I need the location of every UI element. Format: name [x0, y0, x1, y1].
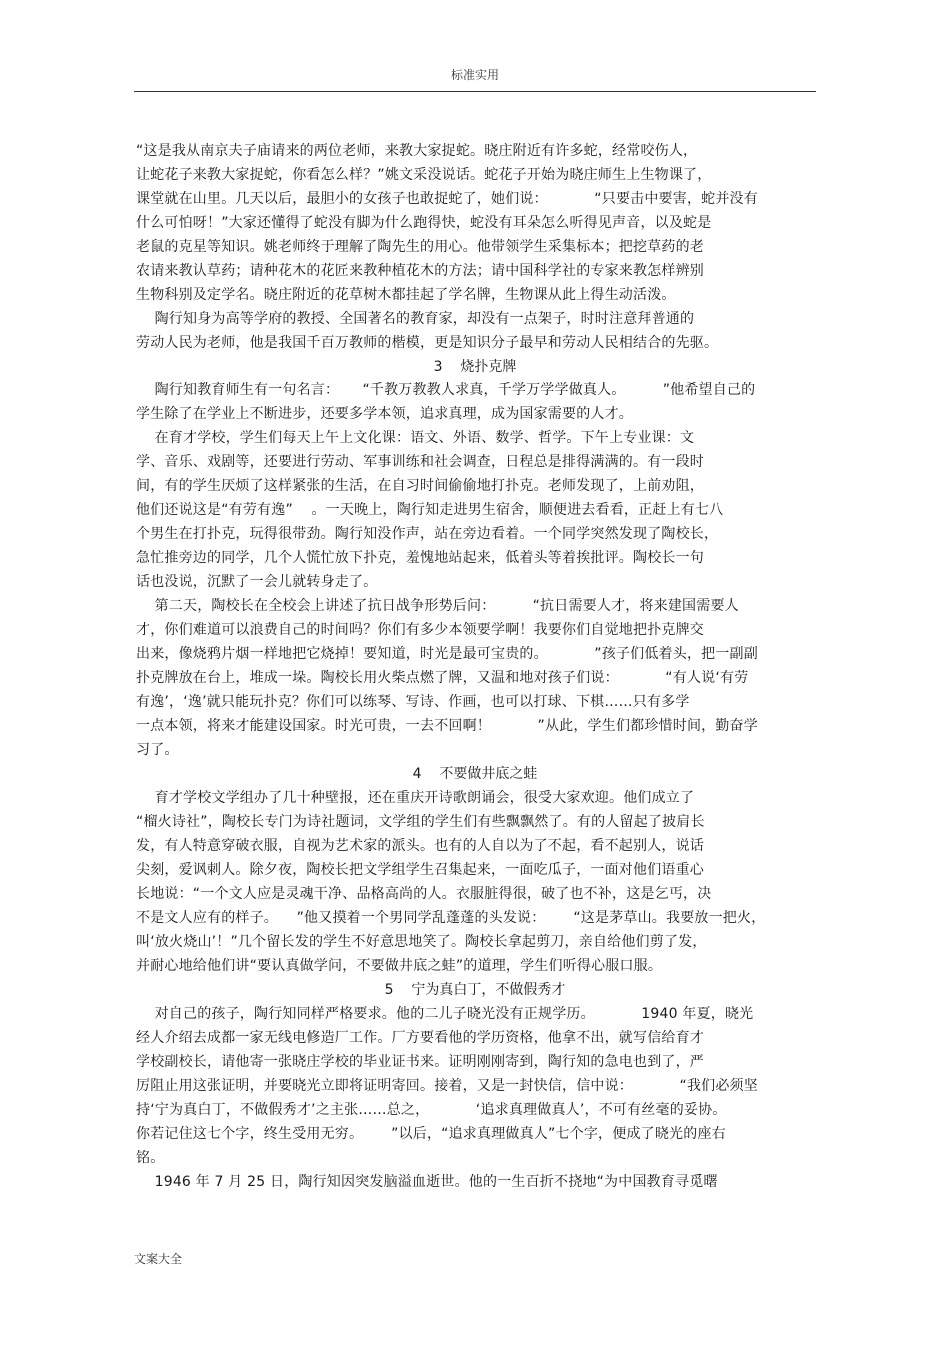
page-header: 标准实用	[450, 68, 499, 82]
body-line: 陶行知教育师生有一句名言： “千教万教教人求真，千学万学学做真人。 ”他希望自己的	[136, 382, 756, 398]
body-line: 一点本领，将来才能建设国家。时光可贵，一去不回啊！ ”从此，学生们都珍惜时间，勤奋学	[136, 718, 758, 734]
body-line: 扑克牌放在台上，堆成一垛。陶校长用火柴点燃了牌，又温和地对孩子们说： “有人说‘有劳	[136, 670, 749, 686]
body-line: 持‘宁为真白丁，不做假秀才’之主张……总之， ‘追求真理做真人’，不可有丝毫的妥协。	[136, 1102, 727, 1118]
body-line: 不是文人应有的样子。 ”他又摸着一个男同学乱蓬蓬的头发说： “这是茅草山。我要放一把火，	[136, 910, 766, 926]
body-line: 发，有人特意穿破衣服，自视为艺术家的派头。也有的人自以为了不起，看不起别人，说话	[136, 838, 704, 854]
body-line: 生物科别及定学名。晓庄附近的花草树木都挂起了学名牌，生物课从此上得生动活泼。	[136, 287, 676, 303]
body-line: 学、音乐、戏剧等，还要进行劳动、军事训练和社会调查，日程总是排得满满的。有一段时	[136, 454, 704, 470]
body-line: 有逸’，‘逸’就只能玩扑克？你们可以练琴、写诗、作画，也可以打球、下棋……只有多学	[136, 694, 690, 710]
body-line: 让蛇花子来教大家捉蛇，你看怎么样？”姚文采没说话。蛇花子开始为晓庄师生上生物课了，	[136, 167, 712, 183]
body-line: 出来，像烧鸦片烟一样地把它烧掉！要知道，时光是最可宝贵的。 ”孩子们低着头，把一副副	[136, 646, 758, 662]
body-line: 铭。	[136, 1150, 165, 1166]
section-heading: 3 烧扑克牌	[433, 359, 517, 375]
body-line: 话也没说，沉默了一会儿就转身走了。	[136, 574, 378, 590]
body-line: 厉阻止用这张证明，并要晓光立即将证明寄回。接着，又是一封快信，信中说： “我们必须坚	[136, 1078, 758, 1094]
body-line: 第二天，陶校长在全校会上讲述了抗日战争形势后问： “抗日需要人才，将来建国需要人	[136, 598, 739, 614]
body-line: 间，有的学生厌烦了这样紧张的生活，在自习时间偷偷地打扑克。老师发现了，上前劝阻，	[136, 478, 704, 494]
body-line: 经人介绍去成都一家无线电修造厂工作。厂方要看他的学历资格，他拿不出，就写信给育才	[136, 1030, 704, 1046]
section-heading: 5 宁为真白丁，不做假秀才	[384, 982, 566, 998]
body-line: 习了。	[136, 742, 179, 758]
body-line: 并耐心地给他们讲“要认真做学问，不要做井底之蛙”的道理，学生们听得心服口服。	[136, 958, 663, 974]
page-footer: 文案大全	[134, 1252, 183, 1266]
body-line: 学生除了在学业上不断进步，还要多学本领，追求真理，成为国家需要的人才。	[136, 406, 633, 422]
header-divider	[134, 91, 816, 92]
section-heading: 4 不要做井底之蛙	[412, 766, 538, 782]
body-line: 你若记住这七个字，终生受用无穷。 ”以后，“追求真理做真人”七个字，便成了晓光的座右	[136, 1126, 726, 1142]
body-line: 学校副校长，请他寄一张晓庄学校的毕业证书来。证明刚刚寄到，陶行知的急电也到了，严	[136, 1054, 704, 1070]
body-line: 1946 年 7 月 25 日，陶行知因突发脑溢血逝世。他的一生百折不挠地“为中国教育寻觅曙	[136, 1174, 718, 1190]
body-line: 课堂就在山里。几天以后，最胆小的女孩子也敢捉蛇了，她们说： “只要击中要害，蛇并没有	[136, 191, 758, 207]
body-line: 急忙推旁边的同学，几个人慌忙放下扑克，羞愧地站起来，低着头等着挨批评。陶校长一句	[136, 550, 704, 566]
body-line: 什么可怕呀！”大家还懂得了蛇没有脚为什么跑得快，蛇没有耳朵怎么听得见声音，以及蛇是	[136, 215, 712, 231]
body-line: 他们还说这是“有劳有逸” 。一天晚上，陶行知走进男生宿舍，顺便进去看看，正赶上有七八	[136, 502, 724, 518]
body-line: 对自己的孩子，陶行知同样严格要求。他的二儿子晓光没有正规学历。 1940 年夏，晓光	[136, 1006, 754, 1022]
body-line: “这是我从南京夫子庙请来的两位老师，来教大家捉蛇。晓庄附近有许多蛇，经常咬伤人，	[136, 143, 698, 159]
body-line: 尖刻，爱讽刺人。除夕夜，陶校长把文学组学生召集起来，一面吃瓜子，一面对他们语重心	[136, 862, 704, 878]
body-line: 陶行知身为高等学府的教授、全国著名的教育家，却没有一点架子，时时注意拜普通的	[136, 311, 695, 327]
body-line: 劳动人民为老师，他是我国千百万教师的楷模，更是知识分子最早和劳动人民相结合的先驱。	[136, 335, 719, 351]
body-line: 农请来教认草药；请种花木的花匠来教种植花木的方法；请中国科学社的专家来教怎样辨别	[136, 263, 704, 279]
body-line: 在育才学校，学生们每天上午上文化课：语文、外语、数学、哲学。下午上专业课：文	[136, 430, 695, 446]
body-line: 个男生在打扑克，玩得很带劲。陶行知没作声，站在旁边看着。一个同学突然发现了陶校长，	[136, 526, 719, 542]
body-line: 长地说：“一个文人应是灵魂干净、品格高尚的人。衣服脏得很，破了也不补，这是乞丐，决	[136, 886, 712, 902]
body-line: “榴火诗社”，陶校长专门为诗社题词，文学组的学生们有些飘飘然了。有的人留起了披肩长	[136, 814, 705, 830]
body-line: 老鼠的克星等知识。姚老师终于理解了陶先生的用心。他带领学生采集标本；把挖草药的老	[136, 239, 704, 255]
body-line: 育才学校文学组办了几十种壁报，还在重庆开诗歌朗诵会，很受大家欢迎。他们成立了	[136, 790, 695, 806]
body-line: 才，你们难道可以浪费自己的时间吗？你们有多少本领要学啊！我要你们自觉地把扑克牌交	[136, 622, 704, 638]
body-line: 叫‘放火烧山’！”几个留长发的学生不好意思地笑了。陶校长拿起剪刀，亲自给他们剪了发，	[136, 934, 707, 950]
